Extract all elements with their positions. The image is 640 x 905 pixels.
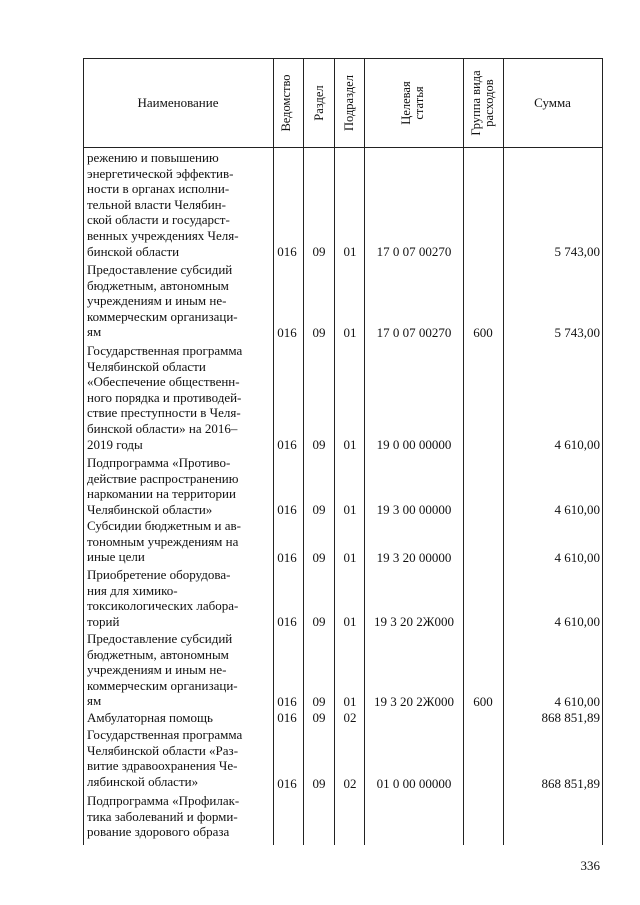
row-vedomstvo: 016 (277, 694, 297, 709)
row-summa: 4 610,00 (554, 614, 600, 629)
grid-line (303, 58, 304, 845)
row-celevaya: 01 0 00 00000 (376, 776, 452, 791)
row-razdel: 09 (312, 550, 326, 565)
row-podrazdel: 02 (343, 710, 357, 725)
row-name: Амбулаторная помощь (87, 710, 213, 725)
row-vedomstvo: 016 (277, 244, 297, 259)
header-celevaya-line1: Целевая (399, 81, 413, 125)
row-celevaya: 19 3 20 00000 (376, 550, 452, 565)
row-vedomstvo: 016 (277, 776, 297, 791)
row-podrazdel: 01 (343, 694, 357, 709)
header-summa: Сумма (534, 95, 571, 110)
header-celevaya-statya (390, 60, 436, 146)
header-gruppa-line1: Группа вида (469, 70, 483, 136)
row-razdel: 09 (312, 614, 326, 629)
grid-line (83, 58, 84, 845)
row-vedomstvo: 016 (277, 614, 297, 629)
row-summa: 4 610,00 (554, 437, 600, 452)
row-summa: 868 851,89 (541, 776, 600, 791)
header-podrazdel: Подраздел (341, 75, 356, 131)
row-celevaya: 19 3 00 00000 (376, 502, 452, 517)
row-name: режению и повышению энергетической эффектив- ности в органах исполни- тельной власти Челябин- ской области и государст- венных учреждениях Челя- бинской области (87, 150, 239, 259)
row-name: Предоставление субсидий бюджетным, автономным учреждениям и иным не- коммерческим организаци- ям (87, 262, 238, 340)
row-podrazdel: 01 (343, 614, 357, 629)
row-razdel: 09 (312, 437, 326, 452)
row-razdel: 09 (312, 244, 326, 259)
row-razdel: 09 (312, 694, 326, 709)
row-podrazdel: 01 (343, 437, 357, 452)
row-podrazdel: 01 (343, 325, 357, 340)
row-name: Субсидии бюджетным и ав- тономным учреждениям на иные цели (87, 518, 241, 565)
row-name: Государственная программа Челябинской области «Обеспечение общественн- ного порядка и противодей- ствие преступности в Челя- бинской области» на 2016– 2019 годы (87, 343, 243, 452)
row-summa: 5 743,00 (554, 325, 600, 340)
grid-line (463, 58, 464, 845)
header-gruppa-vida-rashodov (462, 60, 504, 146)
header-gruppa-line2: расходов (482, 79, 496, 127)
row-celevaya: 17 0 07 00270 (376, 244, 452, 259)
page-number: 336 (580, 858, 600, 873)
row-vedomstvo: 016 (277, 325, 297, 340)
grid-line (273, 58, 274, 845)
row-razdel: 09 (312, 325, 326, 340)
row-podrazdel: 02 (343, 776, 357, 791)
grid-line (364, 58, 365, 845)
row-celevaya: 17 0 07 00270 (376, 325, 452, 340)
header-razdel: Раздел (311, 85, 326, 121)
header-vedomstvo: Ведомство (278, 74, 293, 132)
row-razdel: 09 (312, 502, 326, 517)
row-razdel: 09 (312, 776, 326, 791)
grid-line (503, 58, 504, 845)
row-podrazdel: 01 (343, 502, 357, 517)
row-vedomstvo: 016 (277, 502, 297, 517)
row-gruppa: 600 (473, 325, 493, 340)
row-podrazdel: 01 (343, 244, 357, 259)
row-celevaya: 19 3 20 2Ж000 (374, 614, 454, 629)
row-summa: 4 610,00 (554, 694, 600, 709)
row-vedomstvo: 016 (277, 550, 297, 565)
header-name: Наименование (137, 95, 219, 110)
row-vedomstvo: 016 (277, 437, 297, 452)
row-summa: 868 851,89 (541, 710, 600, 725)
row-podrazdel: 01 (343, 550, 357, 565)
grid-line (602, 58, 603, 845)
row-name: Подпрограмма «Противо- действие распространению наркомании на территории Челябинской области» (87, 455, 239, 517)
row-summa: 5 743,00 (554, 244, 600, 259)
row-name: Предоставление субсидий бюджетным, автономным учреждениям и иным не- коммерческим организаци- ям (87, 631, 238, 709)
grid-line (334, 58, 335, 845)
row-summa: 4 610,00 (554, 502, 600, 517)
row-name: Приобретение оборудова- ния для химико- токсикологических лабора- торий (87, 567, 239, 629)
row-name: Государственная программа Челябинской области «Раз- витие здравоохранения Че- лябинской области» (87, 727, 243, 789)
row-summa: 4 610,00 (554, 550, 600, 565)
row-celevaya: 19 0 00 00000 (376, 437, 452, 452)
row-name: Подпрограмма «Профилак- тика заболеваний и форми- рование здорового образа (87, 793, 240, 840)
row-gruppa: 600 (473, 694, 493, 709)
row-vedomstvo: 016 (277, 710, 297, 725)
row-celevaya: 19 3 20 2Ж000 (374, 694, 454, 709)
row-razdel: 09 (312, 710, 326, 725)
header-celevaya-line2: статья (412, 86, 426, 120)
